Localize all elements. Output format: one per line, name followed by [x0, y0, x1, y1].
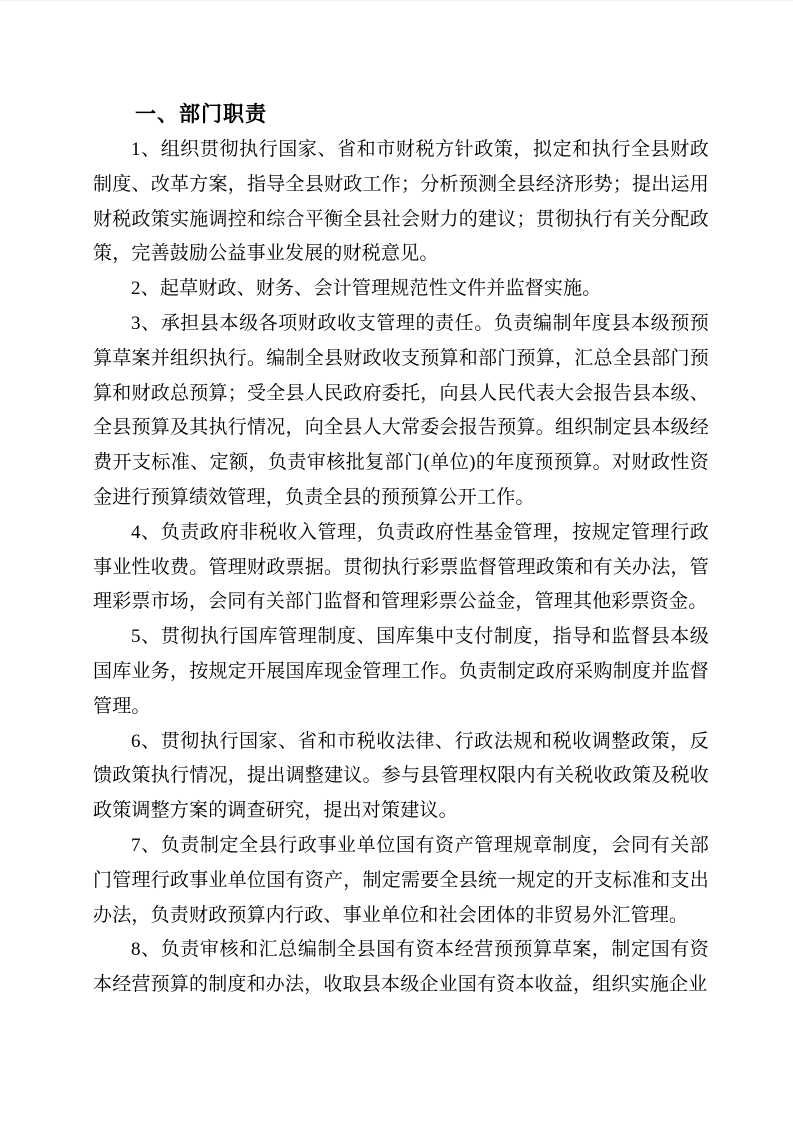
document-content: [0, 1, 793, 1003]
paragraph-duty-7: 7、负责制定全县行政事业单位国有资产管理规章制度，会同有关部门管理行政事业单位国有资产，制定需要全县统一规定的开支标准和支出办法，负责财政预算内行政、事业单位和社会团体的非贸易外汇管理。: [93, 834, 709, 926]
paragraph-duty-5: 5、贯彻执行国库管理制度、国库集中支付制度，指导和监督县本级国库业务，按规定开展国库现金管理工作。负责制定政府采购制度并监督管理。: [93, 626, 709, 717]
section-title: 一、部门职责: [135, 103, 267, 126]
paragraph-duty-2: 2、起草财政、财务、会计管理规范性文件并监督实施。: [131, 278, 602, 300]
paragraph-duty-1: 1、组织贯彻执行国家、省和市财税方针政策，拟定和执行全县财政制度、改革方案，指导全县财政工作；分析预测全县经济形势；提出运用财税政策实施调控和综合平衡全县社会财力的建议；贯彻执行有关分配政策，完善鼓励公益事业发展的财税意见。: [93, 139, 709, 265]
paragraph-duty-3: 3、承担县本级各项财政收支管理的责任。负责编制年度县本级预预算草案并组织执行。编制全县财政收支预算和部门预算，汇总全县部门预算和财政总预算；受全县人民政府委托，向县人民代表大会报告县本级、全县预算及其执行情况，向全县人大常委会报告预算。组织制定县本级经费开支标准、定额，负责审核批复部门(单位)的年度预预算。对财政性资金进行预算绩效管理，负责全县的预预算公开工作。: [93, 312, 709, 508]
paragraph-duty-8: 8、负责审核和汇总编制全县国有资本经营预预算草案，制定国有资本经营预算的制度和办法，收取县本级企业国有资本收益，组织实施企业: [93, 939, 709, 996]
paragraph-duty-4: 4、负责政府非税收入管理，负责政府性基金管理，按规定管理行政事业性收费。管理财政票据。贯彻执行彩票监督管理政策和有关办法，管理彩票市场，会同有关部门监督和管理彩票公益金，管理其他彩票资金。: [93, 521, 709, 613]
paragraph-duty-6: 6、贯彻执行国家、省和市税收法律、行政法规和税收调整政策，反馈政策执行情况，提出调整建议。参与县管理权限内有关税收政策及税收政策调整方案的调查研究，提出对策建议。: [93, 730, 709, 822]
